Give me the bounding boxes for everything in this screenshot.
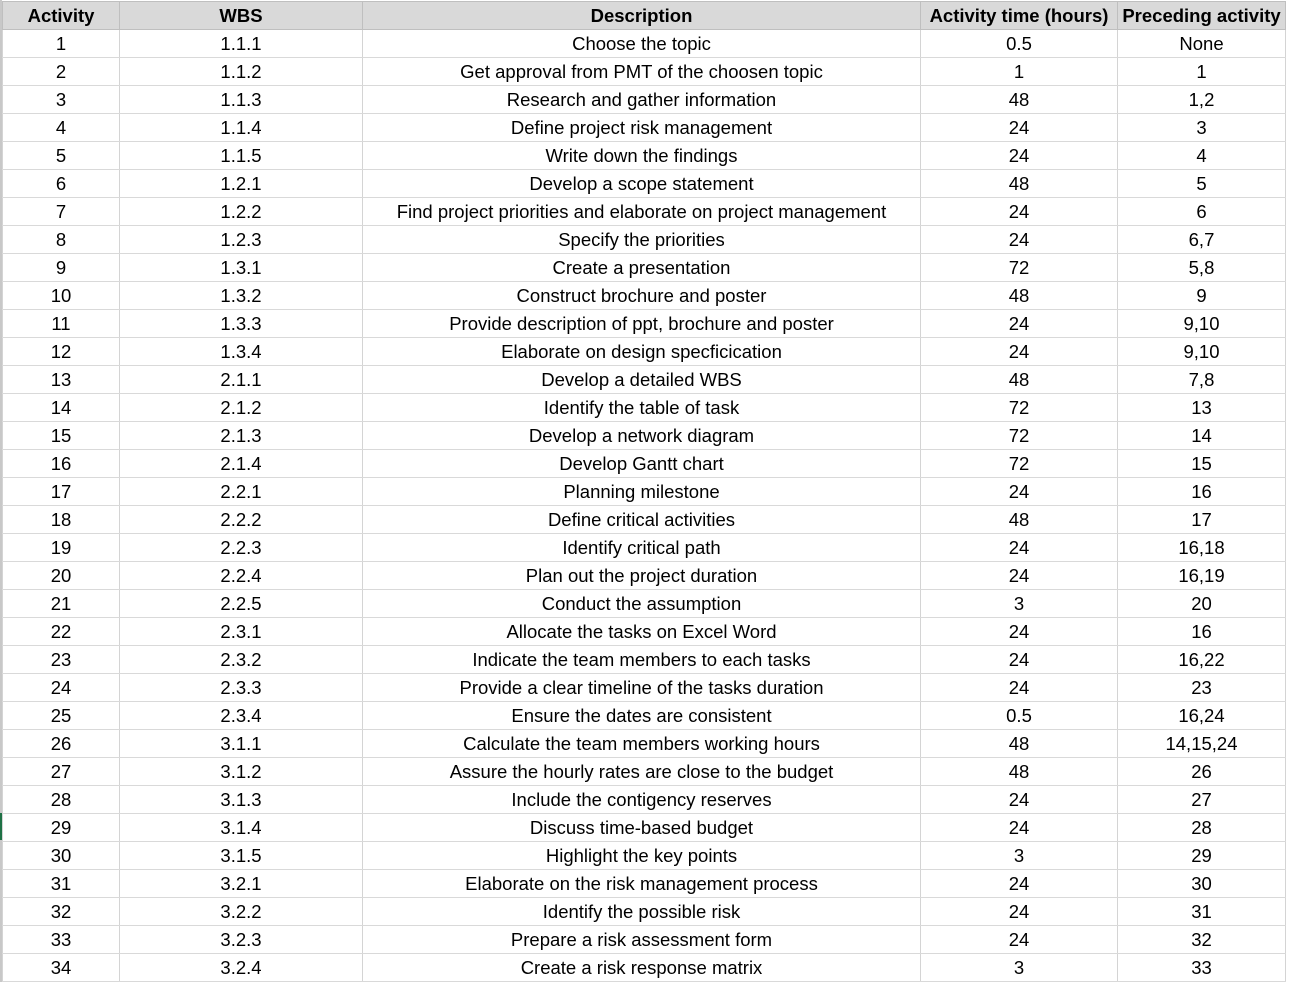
cell-activity-time[interactable]: 24 [921, 786, 1118, 814]
cell-wbs[interactable]: 1.1.5 [120, 142, 363, 170]
cell-activity[interactable]: 26 [3, 730, 120, 758]
cell-activity[interactable]: 30 [3, 842, 120, 870]
cell-activity[interactable]: 3 [3, 86, 120, 114]
cell-description[interactable]: Develop a detailed WBS [363, 366, 921, 394]
cell-wbs[interactable]: 2.1.4 [120, 450, 363, 478]
cell-preceding-activity[interactable]: 16,24 [1118, 702, 1286, 730]
cell-preceding-activity[interactable]: 1,2 [1118, 86, 1286, 114]
cell-activity[interactable]: 12 [3, 338, 120, 366]
cell-activity-time[interactable]: 24 [921, 198, 1118, 226]
table-row [3, 58, 1286, 86]
table-row [3, 226, 1286, 254]
cell-description[interactable]: Identify the possible risk [363, 898, 921, 926]
cell-wbs[interactable]: 1.3.4 [120, 338, 363, 366]
cell-wbs[interactable]: 2.2.3 [120, 534, 363, 562]
table-body [3, 30, 1286, 982]
cell-activity-time[interactable]: 48 [921, 86, 1118, 114]
cell-activity[interactable]: 2 [3, 58, 120, 86]
cell-preceding-activity[interactable]: 13 [1118, 394, 1286, 422]
cell-preceding-activity[interactable]: 16,22 [1118, 646, 1286, 674]
cell-wbs[interactable]: 3.1.4 [120, 814, 363, 842]
cell-description[interactable]: Develop a network diagram [363, 422, 921, 450]
cell-activity-time[interactable]: 3 [921, 842, 1118, 870]
header-description[interactable]: Description [363, 2, 921, 30]
table-row [3, 590, 1286, 618]
cell-description[interactable]: Develop Gantt chart [363, 450, 921, 478]
table-row [3, 730, 1286, 758]
table-row [3, 842, 1286, 870]
cell-wbs[interactable]: 3.2.3 [120, 926, 363, 954]
cell-activity-time[interactable]: 24 [921, 338, 1118, 366]
cell-wbs[interactable]: 3.2.4 [120, 954, 363, 982]
cell-activity-time[interactable]: 48 [921, 170, 1118, 198]
cell-preceding-activity[interactable]: 16,19 [1118, 562, 1286, 590]
cell-activity[interactable]: 32 [3, 898, 120, 926]
cell-wbs[interactable]: 1.1.1 [120, 30, 363, 58]
table-row [3, 534, 1286, 562]
cell-description[interactable]: Create a presentation [363, 254, 921, 282]
cell-description[interactable]: Planning milestone [363, 478, 921, 506]
cell-activity-time[interactable]: 24 [921, 870, 1118, 898]
cell-wbs[interactable]: 2.1.3 [120, 422, 363, 450]
cell-preceding-activity[interactable]: 23 [1118, 674, 1286, 702]
cell-description[interactable]: Provide description of ppt, brochure and poster [363, 310, 921, 338]
cell-activity[interactable]: 20 [3, 562, 120, 590]
cell-preceding-activity[interactable]: 6 [1118, 198, 1286, 226]
cell-activity-time[interactable]: 72 [921, 450, 1118, 478]
cell-wbs[interactable]: 1.3.2 [120, 282, 363, 310]
cell-preceding-activity[interactable]: 16 [1118, 618, 1286, 646]
cell-preceding-activity[interactable]: 28 [1118, 814, 1286, 842]
table-row [3, 30, 1286, 58]
cell-wbs[interactable]: 1.1.3 [120, 86, 363, 114]
cell-preceding-activity[interactable]: 32 [1118, 926, 1286, 954]
table-row [3, 478, 1286, 506]
cell-preceding-activity[interactable]: 15 [1118, 450, 1286, 478]
cell-preceding-activity[interactable]: 7,8 [1118, 366, 1286, 394]
table-row [3, 310, 1286, 338]
cell-activity-time[interactable]: 0.5 [921, 30, 1118, 58]
table-row [3, 702, 1286, 730]
table-row [3, 450, 1286, 478]
cell-description[interactable]: Elaborate on design specficication [363, 338, 921, 366]
cell-activity[interactable]: 10 [3, 282, 120, 310]
cell-preceding-activity[interactable]: 20 [1118, 590, 1286, 618]
cell-activity-time[interactable]: 72 [921, 422, 1118, 450]
cell-preceding-activity[interactable]: 30 [1118, 870, 1286, 898]
table-row [3, 254, 1286, 282]
table-row [3, 814, 1286, 842]
cell-activity-time[interactable]: 24 [921, 562, 1118, 590]
cell-description[interactable]: Define project risk management [363, 114, 921, 142]
cell-preceding-activity[interactable]: 4 [1118, 142, 1286, 170]
cell-activity[interactable]: 6 [3, 170, 120, 198]
cell-wbs[interactable]: 3.2.1 [120, 870, 363, 898]
cell-activity-time[interactable]: 24 [921, 646, 1118, 674]
cell-activity[interactable]: 16 [3, 450, 120, 478]
cell-preceding-activity[interactable]: 31 [1118, 898, 1286, 926]
cell-activity-time[interactable]: 24 [921, 534, 1118, 562]
cell-wbs[interactable]: 1.2.3 [120, 226, 363, 254]
cell-wbs[interactable]: 2.2.5 [120, 590, 363, 618]
cell-activity[interactable]: 22 [3, 618, 120, 646]
activity-table [2, 1, 1286, 982]
table-row [3, 282, 1286, 310]
table-row [3, 338, 1286, 366]
cell-preceding-activity[interactable]: 9,10 [1118, 338, 1286, 366]
header-preceding-activity[interactable]: Preceding activity [1118, 2, 1286, 30]
cell-wbs[interactable]: 2.3.3 [120, 674, 363, 702]
cell-description[interactable]: Provide a clear timeline of the tasks duration [363, 674, 921, 702]
cell-preceding-activity[interactable]: None [1118, 30, 1286, 58]
cell-wbs[interactable]: 1.3.3 [120, 310, 363, 338]
cell-description[interactable]: Specify the priorities [363, 226, 921, 254]
cell-preceding-activity[interactable]: 5,8 [1118, 254, 1286, 282]
cell-activity[interactable]: 17 [3, 478, 120, 506]
cell-activity-time[interactable]: 3 [921, 954, 1118, 982]
header-activity[interactable]: Activity [3, 2, 120, 30]
cell-wbs[interactable]: 1.2.1 [120, 170, 363, 198]
cell-activity-time[interactable]: 24 [921, 674, 1118, 702]
cell-description[interactable]: Allocate the tasks on Excel Word [363, 618, 921, 646]
cell-preceding-activity[interactable]: 29 [1118, 842, 1286, 870]
cell-wbs[interactable]: 2.3.4 [120, 702, 363, 730]
cell-preceding-activity[interactable]: 26 [1118, 758, 1286, 786]
cell-wbs[interactable]: 1.1.2 [120, 58, 363, 86]
table-row [3, 198, 1286, 226]
cell-description[interactable]: Discuss time-based budget [363, 814, 921, 842]
cell-preceding-activity[interactable]: 5 [1118, 170, 1286, 198]
cell-wbs[interactable]: 3.1.3 [120, 786, 363, 814]
cell-activity[interactable]: 34 [3, 954, 120, 982]
cell-activity[interactable]: 8 [3, 226, 120, 254]
cell-activity[interactable]: 5 [3, 142, 120, 170]
cell-description[interactable]: Find project priorities and elaborate on project management [363, 198, 921, 226]
cell-activity[interactable]: 27 [3, 758, 120, 786]
cell-activity[interactable]: 29 [3, 814, 120, 842]
cell-activity-time[interactable]: 48 [921, 282, 1118, 310]
cell-activity-time[interactable]: 48 [921, 758, 1118, 786]
cell-description[interactable]: Ensure the dates are consistent [363, 702, 921, 730]
cell-wbs[interactable]: 1.1.4 [120, 114, 363, 142]
table-row [3, 422, 1286, 450]
cell-activity-time[interactable]: 24 [921, 478, 1118, 506]
cell-wbs[interactable]: 1.2.2 [120, 198, 363, 226]
cell-activity-time[interactable]: 24 [921, 926, 1118, 954]
cell-preceding-activity[interactable]: 6,7 [1118, 226, 1286, 254]
cell-activity-time[interactable]: 24 [921, 114, 1118, 142]
table-row [3, 786, 1286, 814]
cell-description[interactable]: Include the contigency reserves [363, 786, 921, 814]
cell-description[interactable]: Identify critical path [363, 534, 921, 562]
cell-activity[interactable]: 15 [3, 422, 120, 450]
table-row [3, 758, 1286, 786]
cell-activity[interactable]: 28 [3, 786, 120, 814]
cell-preceding-activity[interactable]: 27 [1118, 786, 1286, 814]
cell-preceding-activity[interactable]: 14 [1118, 422, 1286, 450]
cell-wbs[interactable]: 2.2.4 [120, 562, 363, 590]
cell-description[interactable]: Develop a scope statement [363, 170, 921, 198]
cell-activity[interactable]: 7 [3, 198, 120, 226]
cell-activity[interactable]: 13 [3, 366, 120, 394]
cell-wbs[interactable]: 2.1.2 [120, 394, 363, 422]
table-row [3, 646, 1286, 674]
header-activity-time[interactable]: Activity time (hours) [921, 2, 1118, 30]
cell-description[interactable]: Highlight the key points [363, 842, 921, 870]
cell-wbs[interactable]: 2.3.1 [120, 618, 363, 646]
cell-preceding-activity[interactable]: 17 [1118, 506, 1286, 534]
cell-preceding-activity[interactable]: 9 [1118, 282, 1286, 310]
cell-activity-time[interactable]: 48 [921, 366, 1118, 394]
cell-description[interactable]: Indicate the team members to each tasks [363, 646, 921, 674]
cell-preceding-activity[interactable]: 14,15,24 [1118, 730, 1286, 758]
cell-activity[interactable]: 14 [3, 394, 120, 422]
cell-activity[interactable]: 21 [3, 590, 120, 618]
cell-activity-time[interactable]: 48 [921, 730, 1118, 758]
cell-activity[interactable]: 33 [3, 926, 120, 954]
cell-wbs[interactable]: 3.1.5 [120, 842, 363, 870]
table-row [3, 142, 1286, 170]
table-row [3, 114, 1286, 142]
cell-preceding-activity[interactable]: 1 [1118, 58, 1286, 86]
table-row [3, 870, 1286, 898]
cell-activity-time[interactable]: 48 [921, 506, 1118, 534]
cell-description[interactable]: Write down the findings [363, 142, 921, 170]
cell-activity-time[interactable]: 24 [921, 310, 1118, 338]
cell-activity-time[interactable]: 24 [921, 618, 1118, 646]
table-row [3, 170, 1286, 198]
cell-activity-time[interactable]: 24 [921, 142, 1118, 170]
cell-wbs[interactable]: 2.3.2 [120, 646, 363, 674]
cell-description[interactable]: Calculate the team members working hours [363, 730, 921, 758]
cell-description[interactable]: Choose the topic [363, 30, 921, 58]
cell-wbs[interactable]: 2.2.1 [120, 478, 363, 506]
cell-activity-time[interactable]: 24 [921, 814, 1118, 842]
cell-activity[interactable]: 23 [3, 646, 120, 674]
cell-activity[interactable]: 4 [3, 114, 120, 142]
cell-activity-time[interactable]: 24 [921, 898, 1118, 926]
cell-wbs[interactable]: 3.1.2 [120, 758, 363, 786]
table-row [3, 562, 1286, 590]
cell-activity[interactable]: 11 [3, 310, 120, 338]
cell-description[interactable]: Elaborate on the risk management process [363, 870, 921, 898]
cell-wbs[interactable]: 2.1.1 [120, 366, 363, 394]
spreadsheet [2, 1, 1286, 982]
table-row [3, 898, 1286, 926]
cell-activity-time[interactable]: 24 [921, 226, 1118, 254]
cell-description[interactable]: Research and gather information [363, 86, 921, 114]
cell-preceding-activity[interactable]: 16,18 [1118, 534, 1286, 562]
cell-activity-time[interactable]: 72 [921, 394, 1118, 422]
cell-preceding-activity[interactable]: 16 [1118, 478, 1286, 506]
cell-activity[interactable]: 18 [3, 506, 120, 534]
cell-description[interactable]: Prepare a risk assessment form [363, 926, 921, 954]
header-row [3, 2, 1286, 30]
table-row [3, 394, 1286, 422]
cell-preceding-activity[interactable]: 3 [1118, 114, 1286, 142]
table-row [3, 366, 1286, 394]
table-row [3, 926, 1286, 954]
cell-activity-time[interactable]: 1 [921, 58, 1118, 86]
cell-activity[interactable]: 9 [3, 254, 120, 282]
cell-activity[interactable]: 19 [3, 534, 120, 562]
cell-description[interactable]: Define critical activities [363, 506, 921, 534]
cell-activity-time[interactable]: 3 [921, 590, 1118, 618]
table-row [3, 954, 1286, 982]
cell-activity-time[interactable]: 0.5 [921, 702, 1118, 730]
cell-wbs[interactable]: 1.3.1 [120, 254, 363, 282]
table-row [3, 86, 1286, 114]
cell-description[interactable]: Construct brochure and poster [363, 282, 921, 310]
table-row [3, 618, 1286, 646]
cell-wbs[interactable]: 3.2.2 [120, 898, 363, 926]
table-row [3, 674, 1286, 702]
cell-description[interactable]: Create a risk response matrix [363, 954, 921, 982]
cell-activity[interactable]: 25 [3, 702, 120, 730]
cell-description[interactable]: Assure the hourly rates are close to the budget [363, 758, 921, 786]
cell-activity[interactable]: 24 [3, 674, 120, 702]
cell-description[interactable]: Plan out the project duration [363, 562, 921, 590]
cell-preceding-activity[interactable]: 33 [1118, 954, 1286, 982]
cell-description[interactable]: Conduct the assumption [363, 590, 921, 618]
cell-preceding-activity[interactable]: 9,10 [1118, 310, 1286, 338]
cell-description[interactable]: Get approval from PMT of the choosen topic [363, 58, 921, 86]
cell-wbs[interactable]: 3.1.1 [120, 730, 363, 758]
cell-activity-time[interactable]: 72 [921, 254, 1118, 282]
cell-description[interactable]: Identify the table of task [363, 394, 921, 422]
header-wbs[interactable]: WBS [120, 2, 363, 30]
table-row [3, 506, 1286, 534]
cell-wbs[interactable]: 2.2.2 [120, 506, 363, 534]
cell-activity[interactable]: 1 [3, 30, 120, 58]
cell-activity[interactable]: 31 [3, 870, 120, 898]
